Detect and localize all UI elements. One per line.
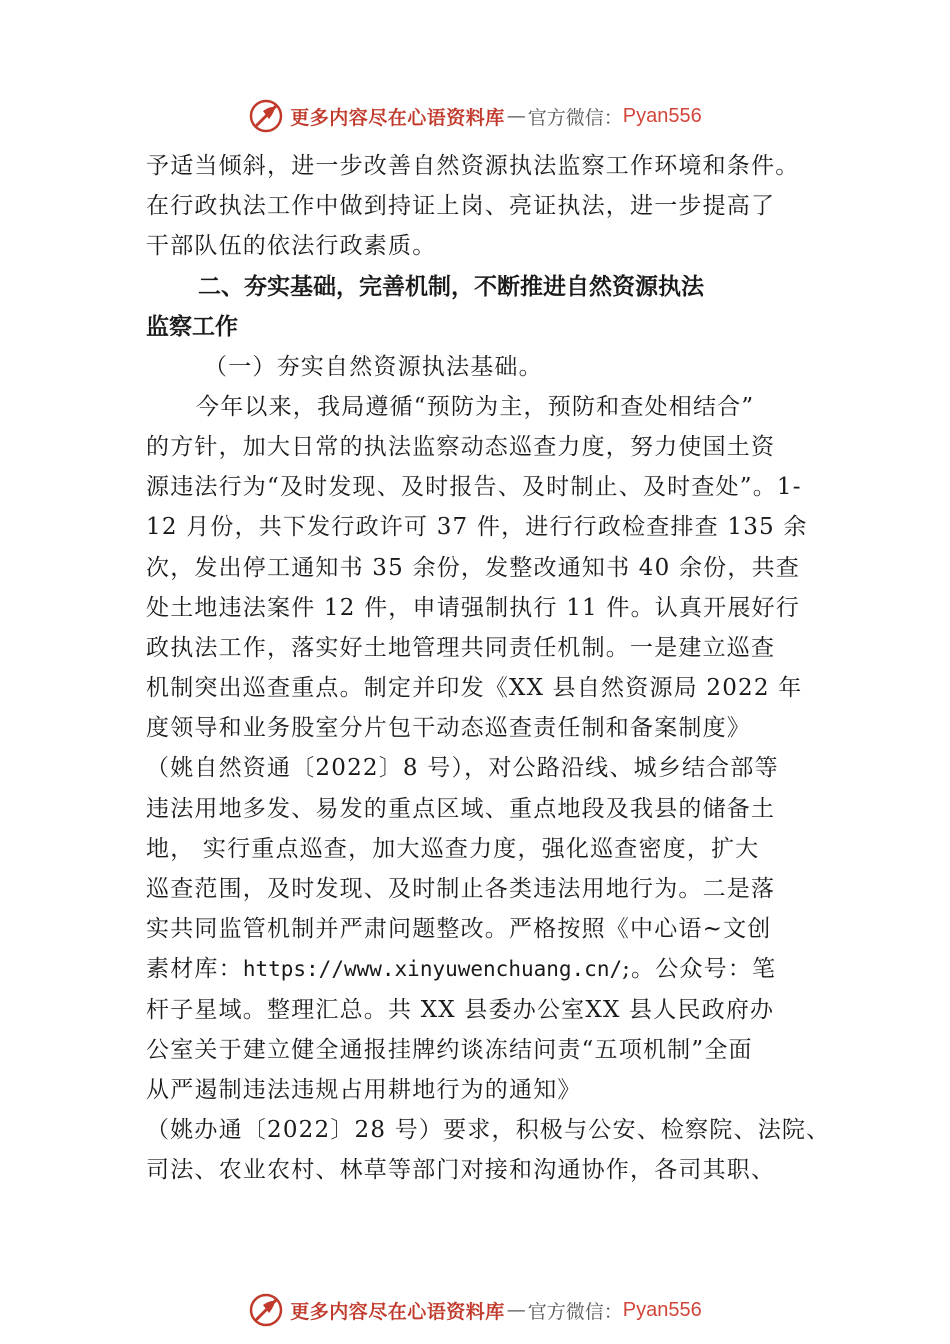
text-line: 在行政执法工作中做到持证上岗、亮证执法，进一步提高了	[146, 193, 776, 220]
footer-banner	[0, 1290, 950, 1330]
banner-account: Pyan556	[622, 1298, 702, 1321]
text-line: 司法、农业农村、林草等部门对接和沟通协作，各司其职、	[146, 1157, 776, 1184]
text-line: 处土地违法案件 12 件，申请强制执行 11 件。认真开展好行	[146, 594, 800, 621]
text-line: 干部队伍的依法行政素质。	[146, 233, 437, 260]
text-line: 度领导和业务股室分片包干动态巡查责任制和备案制度》	[146, 715, 751, 742]
text-line: 的方针，加大日常的执法监察动态巡查力度，努力使国土资	[146, 433, 776, 460]
text-line: 政执法工作，落实好土地管理共同责任机制。一是建立巡查	[146, 634, 776, 661]
text-line: 源违法行为“及时发现、及时报告、及时制止、及时查处”。1-	[146, 474, 802, 501]
url-suffix: ;。公众号：笔	[622, 956, 777, 983]
banner-brand: 更多内容尽在心语资料库	[290, 106, 505, 129]
text-line: 违法用地多发、易发的重点区域、重点地段及我县的储备土	[146, 795, 776, 822]
section-heading: 二、夯实基础，完善机制，不断推进自然资源执法	[198, 273, 704, 300]
banner-dash: —	[506, 105, 526, 127]
text-line: 巡查范围，及时发现、及时制止各类违法用地行为。二是落	[146, 876, 776, 902]
subsection-heading: （一）夯实自然资源执法基础。	[204, 353, 543, 380]
header-banner	[0, 96, 950, 136]
website-link[interactable]: https://www.xinyuwenchuang.cn/	[242, 957, 623, 982]
text-line: 地， 实行重点巡查，加大巡查力度，强化巡查密度，扩大	[146, 835, 760, 862]
text-line: 实共同监管机制并严肃问题整改。严格按照《中心语~文创	[146, 916, 772, 943]
text-line: 次，发出停工通知书 35 余份，发整改通知书 40 余份，共查	[146, 554, 800, 581]
section-heading-continued: 监察工作	[146, 313, 238, 340]
document-body	[146, 146, 831, 1191]
text-line: （姚自然资通〔2022〕8 号），对公路沿线、城乡结合部等	[146, 755, 779, 782]
text-line: 予适当倾斜，进一步改善自然资源执法监察工作环境和条件。	[146, 153, 800, 179]
banner-account: Pyan556	[622, 104, 702, 127]
url-prefix: 素材库：	[146, 956, 243, 983]
text-line: 杆子星域。整理汇总。共 XX 县委办公室XX 县人民政府办	[146, 996, 775, 1023]
quill-logo-icon	[248, 98, 284, 134]
paragraph-first-line: 今年以来，我局遵循“预防为主，预防和查处相结合”	[196, 393, 755, 420]
banner-dash: —	[506, 1299, 526, 1321]
text-line: 公室关于建立健全通报挂牌约谈冻结问责“五项机制”全面	[146, 1036, 753, 1063]
text-line: 机制突出巡查重点。制定并印发《XX 县自然资源局 2022 年	[146, 675, 803, 702]
banner-brand: 更多内容尽在心语资料库	[290, 1300, 505, 1323]
text-line: （姚办通〔2022〕28 号）要求，积极与公安、检察院、法院、	[146, 1117, 831, 1144]
banner-wechat-label: 官方微信：	[527, 106, 623, 129]
text-line-url	[146, 949, 810, 989]
text-line: 从严遏制违法违规占用耕地行为的通知》	[146, 1076, 582, 1103]
quill-logo-icon	[248, 1292, 284, 1328]
banner-wechat-label: 官方微信：	[527, 1300, 623, 1323]
text-line: 12 月份，共下发行政许可 37 件，进行行政检查排查 135 余	[146, 514, 808, 541]
